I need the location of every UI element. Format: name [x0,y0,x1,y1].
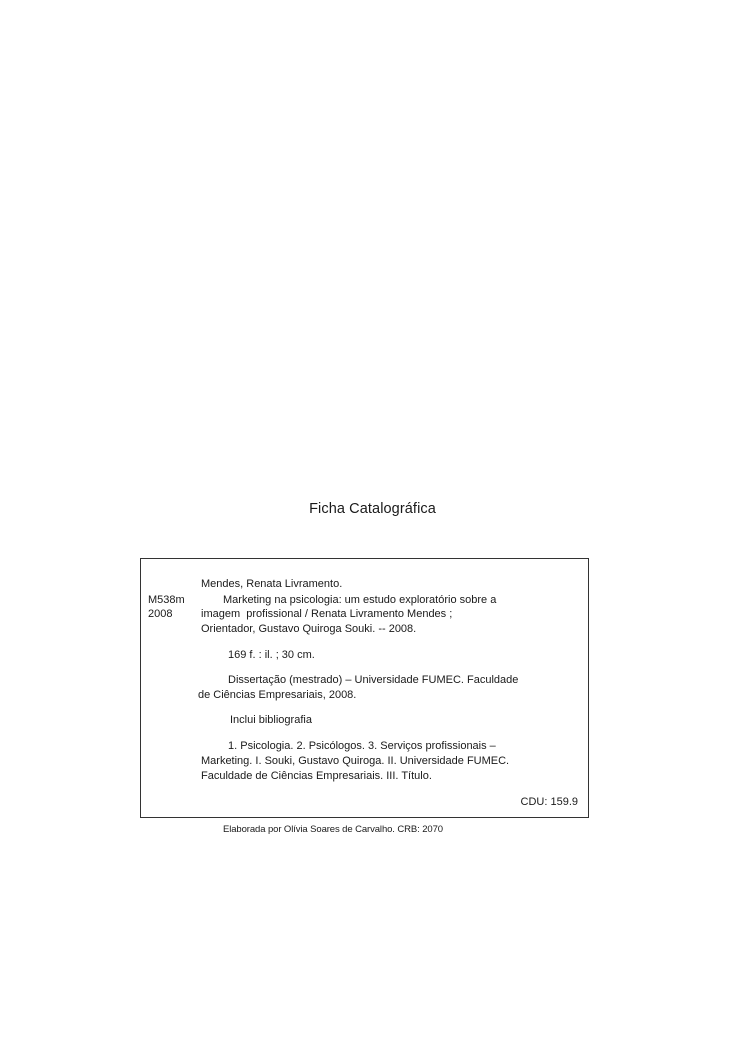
call-number-line-2: 2008 [148,608,173,620]
main-entry: Mendes, Renata Livramento. [201,578,343,590]
title-statement-line-1: Marketing na psicologia: um estudo exploratório sobre a [223,594,497,606]
page-title: Ficha Catalográfica [309,501,436,517]
bibliography-note: Inclui bibliografia [230,714,312,726]
physical-description: 169 f. : il. ; 30 cm. [228,649,315,661]
dissertation-note-line-2: de Ciências Empresariais, 2008. [198,689,357,701]
tracings-line-1: 1. Psicologia. 2. Psicólogos. 3. Serviços profissionais – [228,740,496,752]
cataloger-credit: Elaborada por Olívia Soares de Carvalho. CRB: 2070 [223,824,443,835]
catalog-card [140,558,589,818]
dissertation-note-line-1: Dissertação (mestrado) – Universidade FUMEC. Faculdade [228,674,519,686]
title-statement-line-2: imagem profissional / Renata Livramento Mendes ; [201,608,453,620]
cdu-classification: CDU: 159.9 [520,796,578,808]
tracings-line-2: Marketing. I. Souki, Gustavo Quiroga. II. Universidade FUMEC. [201,755,510,767]
tracings-line-3: Faculdade de Ciências Empresariais. III. Título. [201,770,432,782]
title-statement-line-3: Orientador, Gustavo Quiroga Souki. -- 2008. [201,623,417,635]
call-number-line-1: M538m [148,594,185,606]
